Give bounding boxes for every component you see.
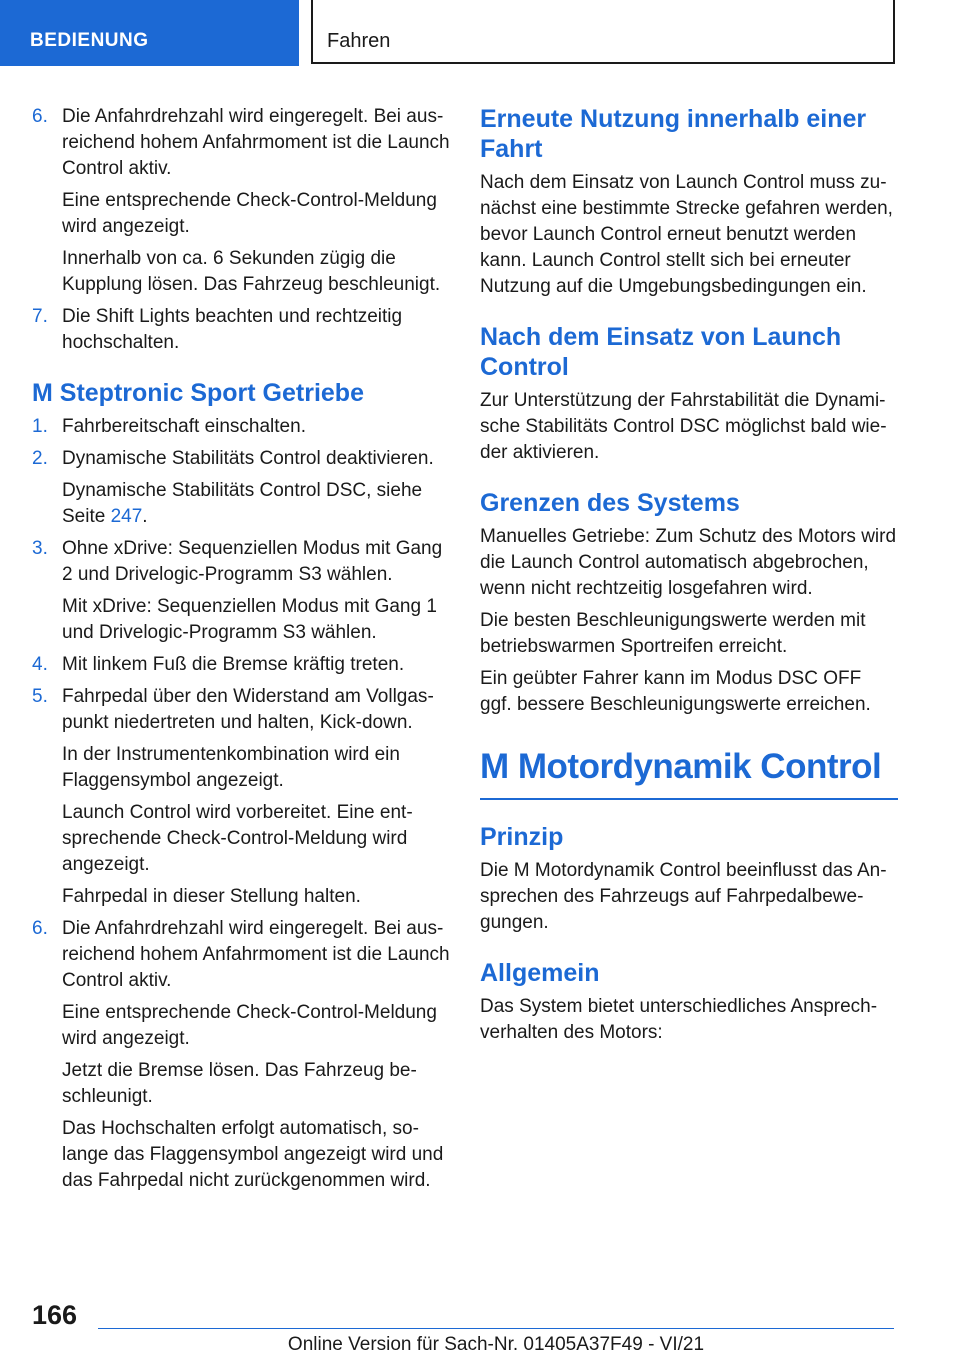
step-text: Das Hochschalten erfolgt automatisch, solange das Flaggensymbol angezeigt wird und das Fahrpedal nicht zurückgenommen wird.	[62, 1118, 444, 1191]
right-column	[480, 104, 898, 1052]
step-text: Fahrpedal in dieser Stellung halten.	[62, 886, 361, 907]
step-number: 2.	[32, 448, 48, 469]
step-text: Mit xDrive: Sequenziellen Modus mit Gang 1 und Drivelogic-Programm S3 wählen.	[62, 596, 437, 643]
section-tab	[0, 0, 299, 66]
heading-principle: Prinzip	[480, 823, 564, 851]
limits-text-2: Die besten Beschleunigungswerte werden mit betriebswarmen Sportreifen erreicht.	[480, 610, 866, 657]
step-text: Innerhalb von ca. 6 Sekunden zügig die Kupplung lösen. Das Fahrzeug beschleunigt.	[62, 248, 441, 295]
step-number: 1.	[32, 416, 48, 437]
step-number: 4.	[32, 654, 48, 675]
step-text: Dynamische Stabilitäts Control deaktivieren.	[62, 448, 434, 469]
step-text: In der Instrumentenkombination wird ein Flaggensymbol angezeigt.	[62, 744, 400, 791]
list-item	[32, 304, 450, 356]
step-text: Eine entsprechende Check-Control-Meldung wird angezeigt.	[62, 190, 437, 237]
list-item	[32, 652, 450, 678]
step-reference	[62, 478, 450, 530]
general-text: Das System bietet unterschiedliches Ansprechverhalten des Motors:	[480, 996, 878, 1043]
step-text: Jetzt die Bremse lösen. Das Fahrzeug beschleunigt.	[62, 1060, 417, 1107]
chapter-header	[311, 0, 895, 64]
limits-text-3: Ein geübter Fahrer kann im Modus DSC OFF ggf. bessere Beschleunigungswerte erreichen.	[480, 668, 871, 715]
heading-general: Allgemein	[480, 959, 600, 987]
step-text: Die Shift Lights beachten und rechtzeitig hochschalten.	[62, 306, 403, 353]
list-item	[32, 916, 450, 1194]
step-text: Fahrbereitschaft einschalten.	[62, 416, 306, 437]
step-number: 7.	[32, 306, 48, 327]
heading-reuse: Erneute Nutzung innerhalb einer Fahrt	[480, 105, 867, 163]
principle-text: Die M Motordynamik Control beeinflusst das Ansprechen des Fahrzeugs auf Fahrpedalbewegungen.	[480, 860, 887, 933]
limits-text-1: Manuelles Getriebe: Zum Schutz des Motors wird die Launch Control automatisch abgebrochen, wenn nicht rechtzeitig losgefahren wird.	[480, 526, 897, 599]
heading-after-launch: Nach dem Einsatz von Launch Control	[480, 323, 842, 381]
step-text: Ohne xDrive: Sequenziellen Modus mit Gang 2 und Drivelogic-Programm S3 wählen.	[62, 538, 443, 585]
footer-text: Online Version für Sach-Nr. 01405A37F49 - VI/21	[287, 1334, 705, 1355]
list-item	[32, 536, 450, 646]
step-number: 5.	[32, 686, 48, 707]
step-text: Eine entsprechende Check-Control-Meldung wird angezeigt.	[62, 1002, 437, 1049]
list-item	[32, 446, 450, 530]
heading-limits: Grenzen des Systems	[480, 489, 740, 517]
page-number: 166	[32, 1300, 78, 1330]
list-item	[32, 104, 450, 298]
footer-divider	[98, 1328, 894, 1329]
step-number: 6.	[32, 106, 48, 127]
section-label: BEDIENUNG	[30, 30, 149, 51]
step-text: Fahrpedal über den Widerstand am Vollgaspunkt niedertreten und halten, Kick-down.	[62, 686, 434, 733]
step-number: 6.	[32, 918, 48, 939]
step-list-steptronic	[32, 414, 450, 1194]
main-heading: M Motordynamik Control	[480, 746, 898, 800]
reference-text: Dynamische Stabilitäts Control DSC, siehe Seite	[62, 480, 423, 527]
reference-suffix: .	[142, 506, 148, 527]
chapter-label: Fahren	[327, 30, 391, 52]
step-text: Die Anfahrdrehzahl wird eingeregelt. Bei ausreichend hohem Anfahrmoment ist die Launch Control aktiv.	[62, 106, 450, 179]
list-item	[32, 414, 450, 440]
left-column	[32, 104, 450, 1200]
step-text: Mit linkem Fuß die Bremse kräftig treten.	[62, 654, 405, 675]
heading-steptronic: M Steptronic Sport Getriebe	[32, 379, 364, 407]
step-list-launch	[32, 104, 450, 356]
step-number: 3.	[32, 538, 48, 559]
step-text: Die Anfahrdrehzahl wird eingeregelt. Bei ausreichend hohem Anfahrmoment ist die Launch Control aktiv.	[62, 918, 450, 991]
step-text: Launch Control wird vorbereitet. Eine entsprechende Check-Control-Meldung wird angezeigt.	[62, 802, 413, 875]
page-reference-link[interactable]: 247	[110, 506, 143, 527]
reuse-text: Nach dem Einsatz von Launch Control muss zunächst eine bestimmte Strecke gefahren werden, bevor Launch Control erneut benutzt werden kann. Launch Control stellt sich bei erneuter Nutzung auf die Umgebungsbedingungen ein.	[480, 172, 893, 297]
list-item	[32, 684, 450, 910]
after-launch-text: Zur Unterstützung der Fahrstabilität die Dynamische Stabilitäts Control DSC möglichst bald wieder aktivieren.	[480, 390, 887, 463]
